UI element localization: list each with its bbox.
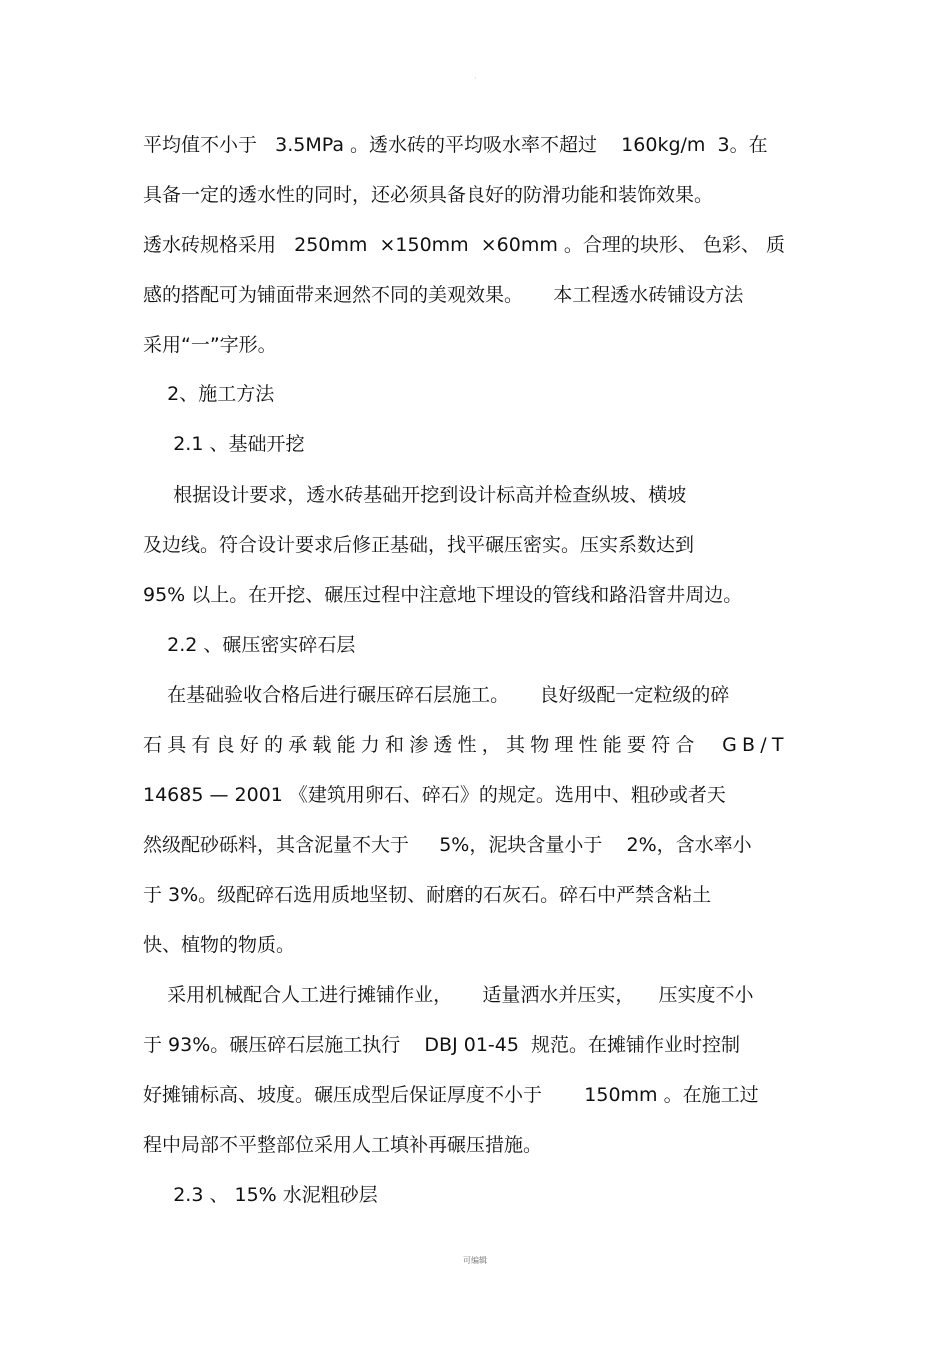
text-line: 于 3%。级配碎石选用质地坚韧、耐磨的石灰石。碎石中严禁含粘土 [143,884,712,906]
text-line: 平均值不小于 3.5MPa 。透水砖的平均吸水率不超过 160kg/m 3。在 [143,134,768,156]
subsection-heading: 2.1 、基础开挖 [143,433,305,455]
text-line: 14685 — 2001 《建筑用卵石、碎石》的规定。选用中、粗砂或者天 [143,784,726,806]
text-line: 快、植物的物质。 [143,934,296,956]
section-heading: 2、施工方法 [143,383,275,405]
text-line: 及边线。符合设计要求后修正基础，找平碾压密实。压实系数达到 [143,534,695,556]
text-line: 透水砖规格采用 250mm ×150mm ×60mm 。合理的块形、 色彩、 质 [143,234,785,256]
header-mark: · [474,74,477,83]
text-line: 石具有良好的承载能力和渗透性，其物理性能要符合 GB/T [143,734,789,756]
text-line: 根据设计要求，透水砖基础开挖到设计标高并检查纵坡、横坡 [143,484,687,506]
text-line: 具备一定的透水性的同时，还必须具备良好的防滑功能和装饰效果。 [143,184,714,206]
text-line: 好摊铺标高、坡度。碾压成型后保证厚度不小于 150mm 。在施工过 [143,1084,759,1106]
subsection-heading: 2.3 、 15% 水泥粗砂层 [143,1184,378,1206]
text-line: 程中局部不平整部位采用人工填补再碾压措施。 [143,1134,543,1156]
text-line: 感的搭配可为铺面带来迥然不同的美观效果。 本工程透水砖铺设方法 [143,284,744,306]
footer-label: 可编辑 [463,1256,487,1265]
text-line: 采用“一”字形。 [143,334,277,356]
text-line: 采用机械配合人工进行摊铺作业， 适量洒水并压实， 压实度不小 [143,984,754,1006]
text-line: 在基础验收合格后进行碾压碎石层施工。 良好级配一定粒级的碎 [143,684,730,706]
text-line: 95% 以上。在开挖、碾压过程中注意地下埋设的管线和路沿窨井周边。 [143,584,743,606]
text-line: 于 93%。碾压碎石层施工执行 DBJ 01-45 规范。在摊铺作业时控制 [143,1034,741,1056]
subsection-heading: 2.2 、碾压密实碎石层 [143,634,356,656]
text-line: 然级配砂砾料，其含泥量不大于 5%，泥块含量小于 2%，含水率小 [143,834,752,856]
